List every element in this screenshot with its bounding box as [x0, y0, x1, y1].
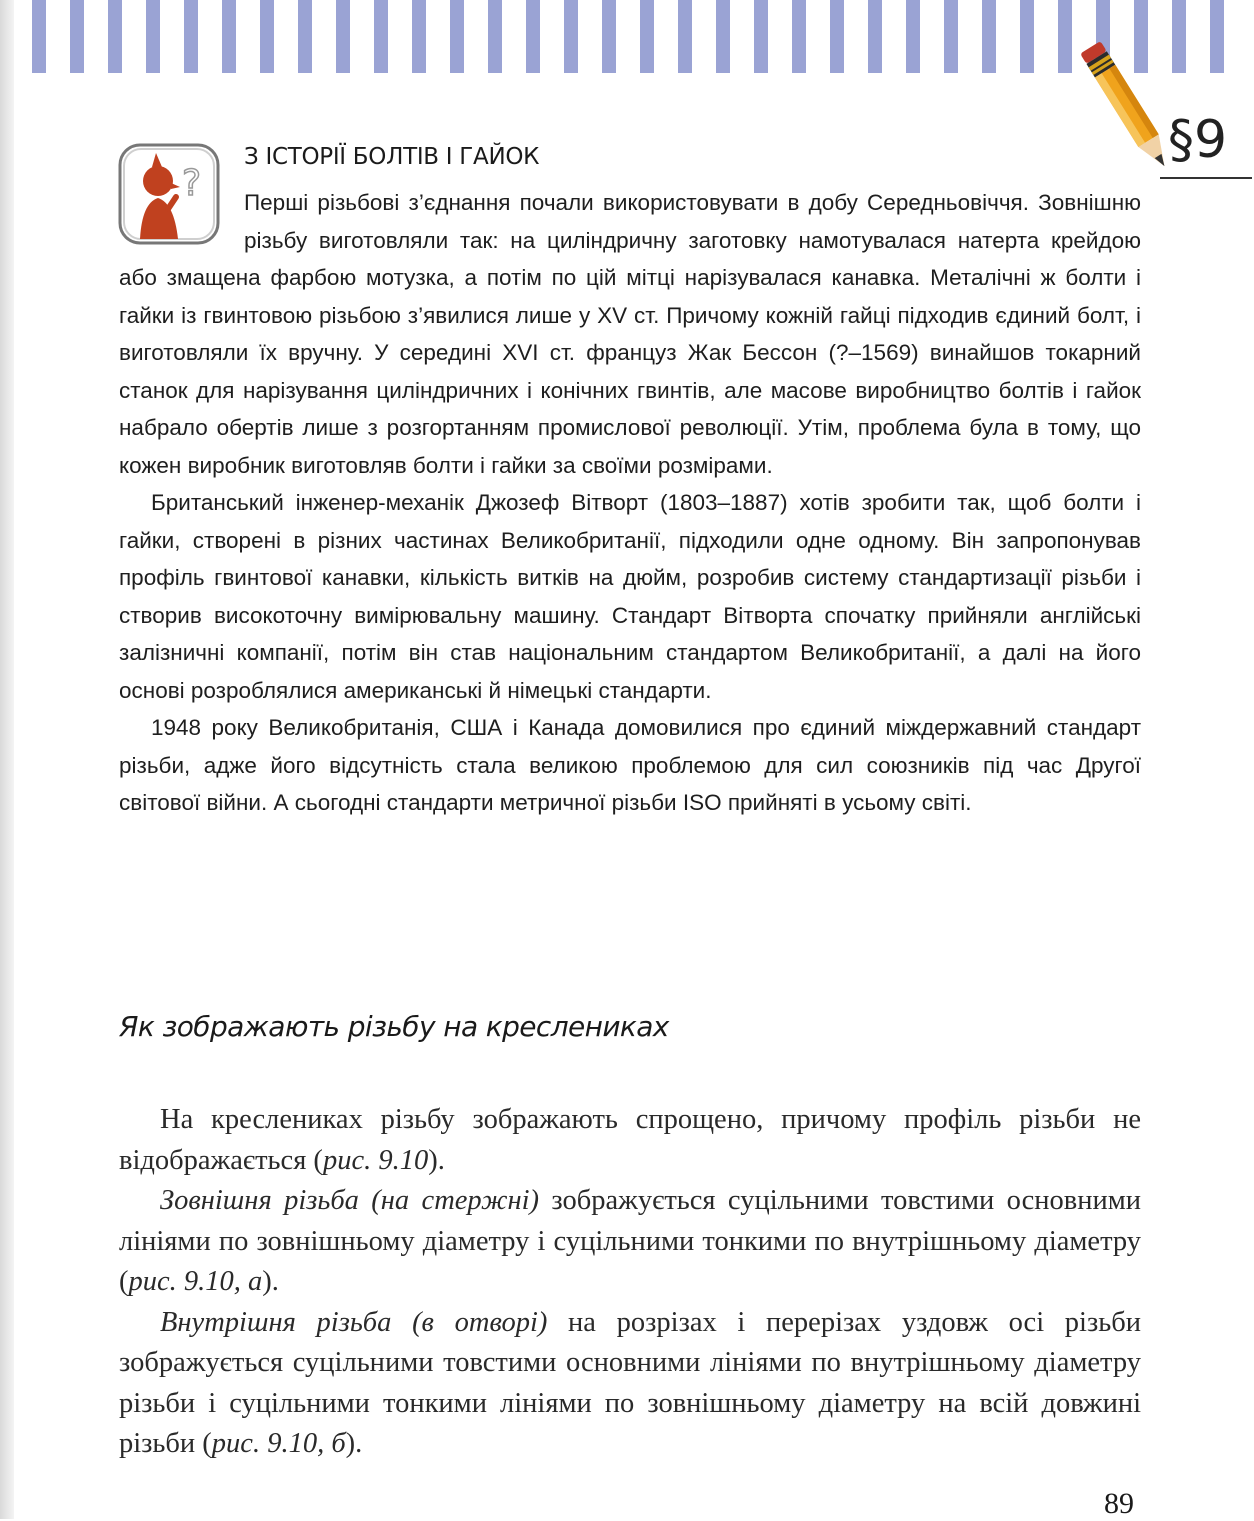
- page-number: 89: [1104, 1487, 1134, 1520]
- main-paragraph-2: [119, 1181, 1141, 1303]
- history-paragraph-3: 1948 року Великобританія, США і Канада домовилися про єдиний міждержавний стандарт різьби, адже його відсутність стала великою проблемою для сил союзників під час Другої світової війни. А сьогодні стандарти метричної різьби ISO прийняті в усьому світі.: [119, 715, 1141, 815]
- figure-reference: рис. 9.10, а: [128, 1266, 263, 1297]
- main-paragraph-1: [119, 1100, 1141, 1181]
- paragraph-text: ).: [262, 1266, 279, 1297]
- history-paragraph-1: Перші різьбові з’єднання почали використовувати в добу Середньовіччя. Зовнішню різьбу виготовляли так: на циліндричну заготовку намотувалася натерта крейдою або змащена фарбою мотузка, а потім по цій мітці нарізувалася канавка. Металічні ж болти і гайки із гвинтовою різьбою з’явилися лише у XV ст. Причому кожній гайці підходив єдиний болт, і виготовляли їх вручну. У середині XVI ст. француз Жак Бессон (?–1569) винайшов токарний станок для нарізування циліндричних і конічних гвинтів, але масове виробництво болтів і гайок набрало обертів лише з розгортанням промислової революції. Утім, проблема була в тому, що кожен виробник виготовляв болти і гайки за своїми розмірами.: [119, 190, 1141, 478]
- paragraph-text: на розрізах і перерізах уздовж осі різьби зображується суцільними товстими основними лініями по внутрішньому діаметру різьби і суцільними тонкими лініями по зовнішньому діаметру на всій довжині різьби (: [119, 1306, 1141, 1459]
- svg-text:?: ?: [182, 163, 202, 204]
- section-underline: [1160, 177, 1252, 179]
- main-paragraph-3: [119, 1303, 1141, 1465]
- pencil-icon: [1080, 36, 1180, 186]
- history-box-text: [119, 184, 1141, 822]
- paragraph-text: ).: [428, 1144, 445, 1176]
- section-number: §9: [1168, 110, 1228, 170]
- paragraph-text: зображується суцільними товстими основними лініями по зовнішньому діаметру і суцільними тонкими по внутрішньому діаметру (: [119, 1185, 1142, 1297]
- paragraph-text: На креслениках різьбу зображають спрощено, причому профіль різьби не відображається (: [119, 1104, 1141, 1176]
- term-external-thread: Зовнішня різьба (на стержні): [160, 1185, 540, 1216]
- subsection-heading: Як зображають різьбу на крeслениках: [119, 1010, 669, 1043]
- paragraph-text: ).: [345, 1428, 363, 1459]
- figure-reference: рис. 9.10: [322, 1144, 429, 1176]
- history-box-title: З ІСТОРІЇ БОЛТІВ І ГАЙОК: [244, 144, 540, 170]
- term-internal-thread: Внутрішня різьба (в отворі): [160, 1306, 548, 1338]
- history-paragraph-2: Британський інженер-механік Джозеф Вітворт (1803–1887) хотів зробити так, щоб болти і гайки, створені в різних частинах Великобританії, підходили одне одному. Він запропонував профіль гвинтової канавки, кількість витків на дюйм, розробив систему стандартизації різьби і створив високоточну вимірювальну машину. Стандарт Вітворта спочатку прийняли англійські залізничні компанії, потім він став національним стандартом Великобританії, а далі на його основі розроблялися американські й німецькі стандарти.: [119, 490, 1141, 703]
- page-left-edge: [0, 0, 14, 1519]
- figure-reference: рис. 9.10, б: [211, 1428, 346, 1459]
- main-text: [119, 1100, 1141, 1465]
- header-stripe-bar: [32, 0, 1226, 73]
